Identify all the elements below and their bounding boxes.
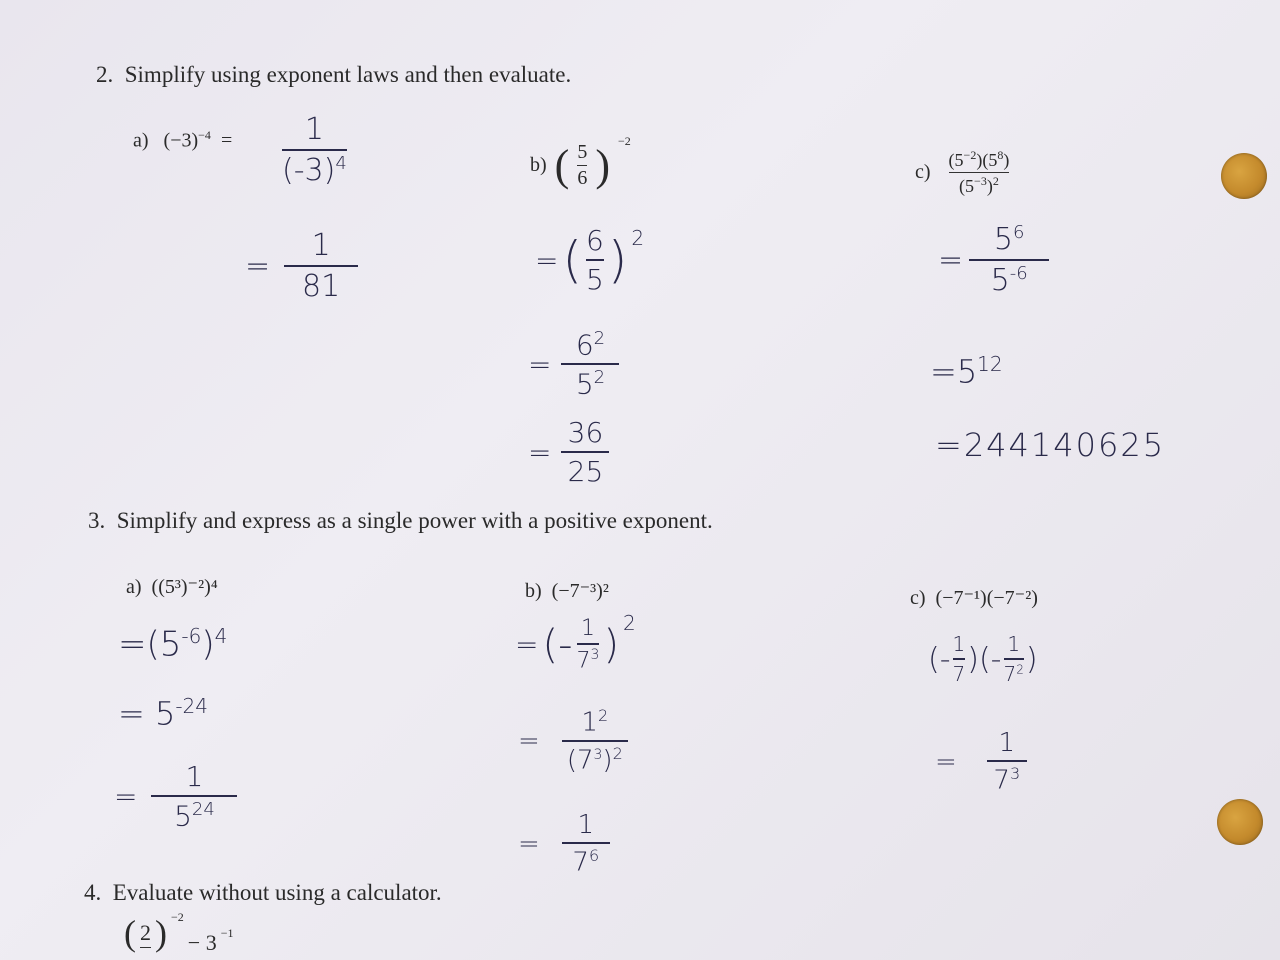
den-exp: 3 — [593, 746, 603, 763]
paren-open: ( — [554, 141, 570, 190]
power-base: =5 — [930, 352, 978, 391]
den-outer-exp: 2 — [612, 743, 623, 763]
num-base: 1 — [581, 707, 598, 738]
fraction — [1004, 632, 1024, 686]
den-exp: 4 — [335, 153, 347, 174]
equals: = — [518, 725, 540, 756]
expr-part: ) — [201, 624, 215, 665]
numerator: 5 — [577, 141, 588, 163]
num-base: 6 — [575, 328, 594, 362]
equals: = — [528, 347, 552, 381]
numerator: 1 — [580, 616, 595, 641]
equals: = — [938, 242, 964, 278]
binder-hole-top — [1221, 153, 1267, 199]
part-label: a) — [126, 576, 142, 598]
numerator: 1 — [311, 228, 331, 263]
den-base: 5 — [990, 263, 1010, 298]
q3c-work-step1 — [928, 632, 1038, 686]
numerator: 1 — [998, 728, 1016, 758]
q3a-problem — [126, 574, 218, 599]
num-exp: 8 — [997, 148, 1004, 162]
fraction-bar — [577, 165, 587, 166]
q2a-problem — [133, 128, 232, 153]
equals: = — [245, 248, 271, 284]
den-part: (5 — [959, 176, 975, 196]
den-exp: -6 — [1009, 263, 1028, 284]
fraction — [562, 706, 628, 775]
num-part: )(5 — [976, 150, 998, 170]
denominator — [282, 153, 347, 188]
numerator: 36 — [567, 416, 604, 449]
fraction — [561, 416, 609, 488]
equals: = — [220, 129, 233, 152]
fraction-bar — [586, 259, 604, 261]
exponent: −4 — [198, 128, 211, 142]
fraction-bar — [284, 265, 358, 267]
paren-close: ) — [1025, 641, 1038, 677]
denominator — [1004, 662, 1024, 686]
denominator — [576, 367, 605, 400]
part-label: b) — [525, 580, 542, 602]
den-part: ) — [986, 176, 993, 196]
numerator — [949, 148, 1010, 171]
q2b-work-step1 — [535, 224, 644, 296]
denominator: 25 — [567, 455, 604, 488]
power-exp: 12 — [977, 352, 1003, 376]
numerator: 1 — [577, 810, 595, 840]
numerator: 1 — [1007, 632, 1021, 656]
den-exp: 24 — [191, 799, 215, 820]
fraction-bar — [577, 643, 600, 645]
numerator: 1 — [952, 632, 966, 656]
den-exp: 2 — [593, 367, 606, 389]
exponent: 2 — [631, 226, 645, 250]
denominator: 6 — [577, 167, 588, 189]
fraction — [577, 141, 587, 190]
question-4-heading — [84, 880, 442, 906]
q3b-work-step3 — [518, 810, 610, 878]
den-exp: −3 — [974, 174, 987, 188]
q2a-work-step2 — [245, 228, 358, 304]
q3c-work-step2 — [935, 728, 1027, 796]
numerator: 1 — [304, 112, 324, 147]
question-number: 4. — [84, 880, 102, 905]
den-base: 7 — [1003, 662, 1017, 686]
q2c-work-step3 — [935, 426, 1165, 464]
q3b-work-step1 — [515, 610, 636, 674]
numerator: 2 — [140, 920, 151, 945]
denominator — [567, 744, 623, 776]
question-number: 3. — [88, 508, 106, 533]
expression: (−7⁻³)² — [551, 580, 609, 602]
denominator — [174, 799, 215, 832]
den-exp: 3 — [590, 647, 600, 663]
den-exp: 2 — [1016, 662, 1024, 677]
paren-close: ) — [603, 621, 620, 668]
fraction — [284, 228, 358, 304]
num-exp: 2 — [597, 706, 609, 725]
paren-open: (- — [928, 641, 951, 677]
outer-exp: 4 — [214, 624, 228, 648]
fraction — [949, 148, 1010, 197]
fraction — [140, 920, 151, 949]
q3b-problem — [525, 578, 609, 603]
question-2-heading — [96, 62, 571, 88]
q3a-work-step1 — [118, 624, 227, 664]
q3c-problem — [910, 585, 1038, 610]
fraction-bar — [562, 842, 610, 844]
paren-close: ) — [595, 141, 610, 190]
exponent: −2 — [171, 912, 184, 924]
fraction — [561, 328, 619, 401]
paren-open: (- — [542, 621, 573, 668]
expr-part: =(5 — [118, 624, 182, 665]
final-answer: =244140625 — [935, 426, 1166, 464]
fraction-bar — [1004, 658, 1024, 660]
q3a-work-step2 — [118, 694, 208, 733]
question-number: 2. — [96, 62, 114, 87]
numerator — [994, 222, 1025, 257]
den-base: 7 — [576, 648, 591, 674]
fraction — [969, 222, 1049, 298]
fraction-bar — [969, 259, 1049, 261]
den-base: 5 — [575, 367, 594, 401]
num-part: (5 — [948, 150, 964, 170]
fraction — [953, 632, 966, 686]
equals: = — [935, 746, 957, 777]
expression: ((5³)⁻²)⁴ — [151, 576, 218, 598]
equals: = — [535, 243, 559, 277]
denominator — [959, 174, 999, 197]
fraction-bar — [987, 760, 1027, 762]
fraction — [562, 810, 610, 878]
num-exp: 6 — [1012, 222, 1025, 243]
part-label: c) — [915, 161, 931, 183]
q2c-work-step1 — [938, 222, 1049, 298]
question-text: Evaluate without using a calculator. — [112, 880, 442, 905]
question-3-heading — [88, 508, 713, 534]
inner-exp: -6 — [181, 624, 202, 648]
denominator: 7 — [952, 662, 966, 686]
fraction — [987, 728, 1027, 796]
fraction-bar — [140, 947, 151, 948]
binder-hole-bottom — [1217, 799, 1263, 845]
q2c-problem — [915, 148, 1009, 197]
base: (−3) — [163, 129, 199, 152]
den-base: 5 — [174, 799, 192, 833]
num-exp: 2 — [593, 328, 606, 349]
den-base: (-3) — [282, 153, 336, 188]
paren-close: ) — [155, 913, 167, 953]
fraction-bar — [282, 149, 347, 151]
denominator — [991, 263, 1028, 298]
den-part: ) — [602, 745, 613, 776]
den-exp: 3 — [1009, 764, 1021, 783]
denominator — [577, 647, 600, 673]
numerator: 1 — [185, 760, 204, 793]
power-base: = 5 — [118, 694, 176, 733]
denominator — [993, 764, 1020, 796]
exponent: −2 — [617, 134, 631, 148]
q3a-work-step3 — [114, 760, 237, 832]
fraction — [151, 760, 237, 832]
expression: (−7⁻¹)(−7⁻²) — [935, 587, 1038, 609]
numerator — [576, 328, 605, 361]
denominator — [572, 846, 599, 878]
numerator — [581, 706, 608, 738]
numerator: 6 — [585, 224, 604, 257]
num-exp: −2 — [963, 148, 977, 162]
paren-mid: )(- — [967, 641, 1002, 677]
den-base: 7 — [993, 765, 1010, 796]
equals: = — [515, 628, 539, 662]
question-text: Simplify and express as a single power with a positive exponent. — [116, 508, 713, 533]
num-base: 5 — [993, 222, 1013, 257]
den-exp: 2 — [992, 174, 999, 188]
q4-expression — [124, 912, 233, 960]
fraction — [577, 616, 600, 673]
denominator: 5 — [585, 263, 604, 296]
den-base: 7 — [572, 847, 589, 878]
q2b-problem — [530, 134, 631, 191]
fraction-bar — [561, 451, 609, 453]
q2b-work-step3 — [528, 416, 609, 488]
fraction — [586, 224, 604, 296]
equals: = — [528, 435, 552, 469]
q2a-work-step1 — [282, 112, 347, 188]
exponent: 2 — [623, 610, 636, 635]
fraction-bar — [561, 363, 619, 365]
equals: = — [518, 828, 540, 859]
equals: = — [114, 779, 138, 813]
question-text: Simplify using exponent laws and then evaluate. — [124, 62, 572, 87]
denominator: 81 — [302, 269, 341, 304]
part-label: b) — [530, 154, 547, 176]
exponent: −1 — [220, 926, 234, 940]
den-exp: 6 — [588, 846, 600, 865]
fraction-bar — [562, 740, 628, 742]
power-exp: -24 — [175, 694, 209, 718]
q2c-work-step2 — [930, 352, 1003, 391]
fraction-bar — [151, 795, 237, 797]
paren-open: ( — [124, 913, 136, 953]
paren-close: ) — [607, 231, 628, 289]
den-part: (7 — [566, 745, 594, 776]
part-label: c) — [910, 587, 926, 609]
paren-open: ( — [562, 231, 582, 289]
fraction-bar — [949, 172, 1010, 173]
q3b-work-step2 — [518, 706, 628, 775]
num-part: ) — [1003, 150, 1010, 170]
expr-part: − 3 — [187, 930, 217, 955]
part-label: a) — [133, 129, 149, 152]
fraction-bar — [953, 658, 966, 660]
q2b-work-step2 — [528, 328, 619, 401]
